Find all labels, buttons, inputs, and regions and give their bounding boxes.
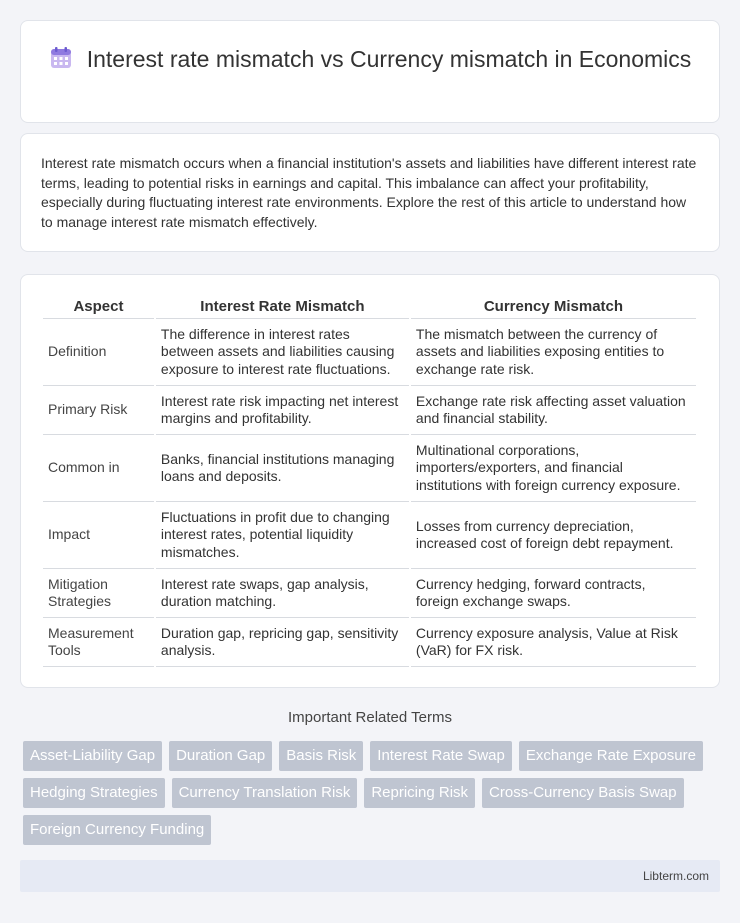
row-interest: The difference in interest rates between assets and liabilities causing exposure to interest rate fluctuations.	[156, 319, 409, 386]
related-term-tag[interactable]: Currency Translation Risk	[172, 778, 358, 808]
comparison-table	[41, 295, 698, 667]
related-term-tag[interactable]: Interest Rate Swap	[370, 741, 512, 771]
table-row	[43, 386, 696, 435]
related-term-tag[interactable]: Basis Risk	[279, 741, 363, 771]
table-row	[43, 435, 696, 502]
row-interest: Interest rate swaps, gap analysis, duration matching.	[156, 569, 409, 618]
related-term-tag[interactable]: Cross-Currency Basis Swap	[482, 778, 684, 808]
page-title: Interest rate mismatch vs Currency mismatch in Economics	[86, 46, 692, 72]
row-interest: Fluctuations in profit due to changing interest rates, potential liquidity mismatches.	[156, 502, 409, 569]
related-term-tag[interactable]: Hedging Strategies	[23, 778, 165, 808]
row-aspect: Definition	[43, 319, 154, 386]
row-currency: Multinational corporations, importers/exporters, and financial institutions with foreign currency exposure.	[411, 435, 696, 502]
comparison-card	[20, 274, 720, 688]
row-currency: Losses from currency depreciation, increased cost of foreign debt repayment.	[411, 502, 696, 569]
intro-paragraph: Interest rate mismatch occurs when a financial institution's assets and liabilities have different interest rate terms, leading to potential risks in earnings and capital. This imbalance can affect your profitability, especially during fluctuating interest rate environments. Explore the rest of this article to understand how to manage interest rate mismatch effectively.	[41, 155, 697, 230]
footer	[20, 860, 720, 892]
related-term-tag[interactable]: Exchange Rate Exposure	[519, 741, 703, 771]
header-interest-rate-mismatch: Interest Rate Mismatch	[156, 295, 409, 319]
row-interest: Interest rate risk impacting net interest margins and profitability.	[156, 386, 409, 435]
row-aspect: Mitigation Strategies	[43, 569, 154, 618]
page-title-row	[21, 45, 719, 74]
related-term-tag[interactable]: Foreign Currency Funding	[23, 815, 211, 845]
row-aspect: Primary Risk	[43, 386, 154, 435]
row-currency: The mismatch between the currency of assets and liabilities exposing entities to exchange rate risk.	[411, 319, 696, 386]
related-term-tag[interactable]: Asset-Liability Gap	[23, 741, 162, 771]
row-interest: Banks, financial institutions managing loans and deposits.	[156, 435, 409, 502]
row-currency: Exchange rate risk affecting asset valuation and financial stability.	[411, 386, 696, 435]
row-aspect: Common in	[43, 435, 154, 502]
table-header-row	[43, 295, 696, 319]
related-term-tag[interactable]: Repricing Risk	[364, 778, 475, 808]
related-terms-heading: Important Related Terms	[288, 709, 452, 726]
table-row	[43, 319, 696, 386]
row-aspect: Measurement Tools	[43, 618, 154, 667]
table-row	[43, 618, 696, 667]
footer-site-link[interactable]: Libterm.com	[642, 869, 709, 883]
calendar-icon	[49, 46, 73, 70]
header-aspect: Aspect	[43, 295, 154, 319]
row-currency: Currency hedging, forward contracts, foreign exchange swaps.	[411, 569, 696, 618]
title-card	[20, 20, 720, 123]
row-interest: Duration gap, repricing gap, sensitivity analysis.	[156, 618, 409, 667]
related-terms-list	[23, 741, 723, 845]
row-aspect: Impact	[43, 502, 154, 569]
intro-card	[20, 133, 720, 252]
table-row	[43, 502, 696, 569]
row-currency: Currency exposure analysis, Value at Risk (VaR) for FX risk.	[411, 618, 696, 667]
related-term-tag[interactable]: Duration Gap	[169, 741, 272, 771]
table-row	[43, 569, 696, 618]
header-currency-mismatch: Currency Mismatch	[411, 295, 696, 319]
